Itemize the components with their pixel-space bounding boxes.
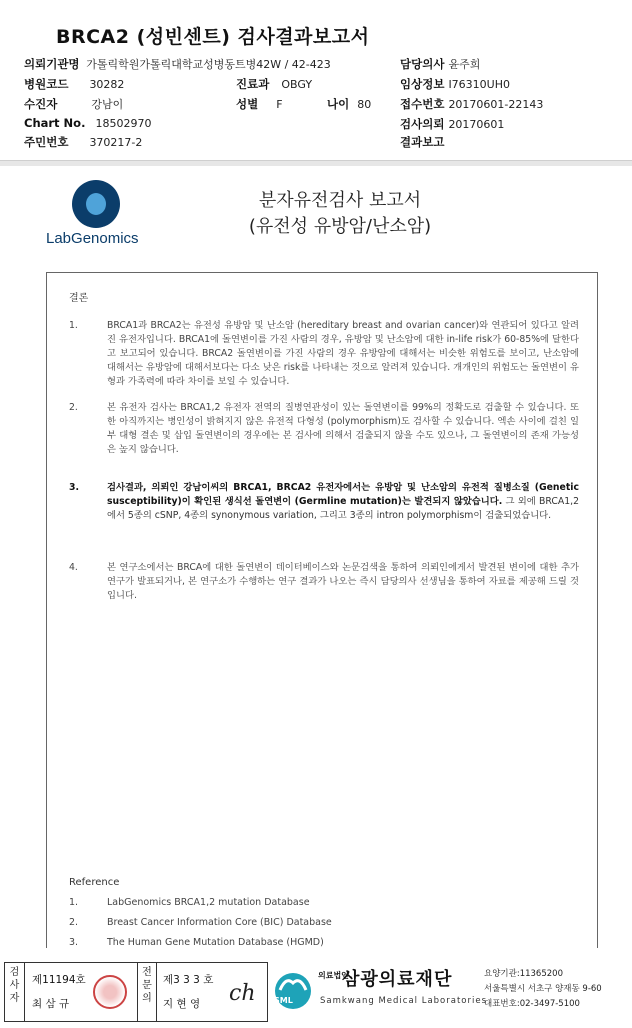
examiner-license-no: 제11194호: [32, 974, 86, 986]
patient-field: 수진자 강남이: [24, 97, 124, 111]
department-field: 진료과 OBGY: [236, 77, 313, 91]
conclusion-item: 2. 본 유전자 검사는 BRCA1,2 유전자 전역의 질병연관성이 있는 돌연변이를 99%의 정확도로 검출할 수 있습니다. 또한 아직까지는 병인성이 밝혀지지 않은 유전적 다형성 (polymorphism)도 검사할 수 있습니다. 엑손 사이에 걸친 일부 대형 결손 및 삽입 돌연변이의 경우에는 본 검사에 의해서 검출되지 않을 수도 있으나, 그 돌연변이의 존재 가능성은 높지 않습니다.: [69, 402, 579, 455]
conclusion-box: [46, 272, 598, 948]
conclusion-item: 4. 본 연구소에서는 BRCA에 대한 돌연변이 데이터베이스와 논문검색을 통하여 의뢰인에게서 발견된 변이에 대한 추가 연구가 발표되거나, 본 연구소가 수행하는 연구 결과가 나오는 즉시 담당의사 선생님을 통하여 자료를 제공해 드릴 것입니다.: [69, 562, 579, 601]
org-type: 의료법인: [318, 971, 349, 980]
request-date-field: 검사의뢰 20170601: [400, 117, 505, 131]
signature-box: [4, 962, 268, 1022]
org-address: 서울특별시 서초구 양재동 9-60: [484, 984, 602, 994]
scanned-report-page: [0, 166, 632, 948]
sex-field: 성별 F: [236, 97, 283, 111]
clinical-info-field: 임상정보 I76310UH0: [400, 77, 510, 91]
result-report-field: 결과보고: [400, 135, 445, 149]
report-footer: [0, 950, 632, 1028]
institution-field: 의뢰기관명 가톨릭학원가톨릭대학교성병동트병42W / 42-423: [24, 57, 331, 71]
receipt-no-field: 접수번호 20170601-22143: [400, 97, 544, 111]
conclusion-item-result: 3. 검사결과, 의뢰인 강남이씨의 BRCA1, BRCA2 유전자에서는 유방암 및 난소암의 유전적 질병소질 (Genetic susceptibility)이 확인된 생식선 돌연변이 (Germline mutation)는 발견되지 않았습니다. 그 외에 BRCA1,2에서 5종의 cSNP, 4종의 synonymous variation, 그리고 3종의 intron polymorphism이 검출되었습니다.: [69, 482, 579, 521]
hospital-code-field: 병원코드 30282: [24, 77, 125, 91]
reference-item: 3. The Human Gene Mutation Database (HGMD): [69, 937, 324, 948]
examiner-name: 최 삼 규: [32, 998, 70, 1010]
reference-item: 1. LabGenomics BRCA1,2 mutation Database: [69, 897, 310, 908]
reference-label: Reference: [69, 877, 120, 888]
org-code: 요양기관:11365200: [484, 969, 563, 979]
pathologist-name: 지 현 영: [163, 998, 201, 1010]
org-name: 삼광의료재단: [342, 969, 453, 990]
labgenomics-logo-icon: [72, 180, 120, 228]
chart-no-field: Chart No. 18502970: [24, 116, 152, 130]
conclusion-item: 1. BRCA1과 BRCA2는 유전성 유방암 및 난소암 (hereditary breast and ovarian cancer)와 연관되어 있다고 알려진 유전자입니다. BRCA1에 돌연변이를 가진 사람의 경우, 유방암 및 난소암에 대한 in-life risk가 60-85%에 달한다고 보고되어 있습니다. BRCA2 돌연변이를 가진 사람의 경우 유방암에 대해서는 비슷한 위험도를 보이고, 난소암에 대해서는 유방암에 대해서보다는 다소 낮은 risk를 나타내는 것으로 알려져 있습니다. 개개인의 위험도는 돌연변이 유형과 가족력에 따라 차이를 보일 수 있습니다.: [69, 320, 579, 387]
conclusion-label: 결론: [69, 293, 89, 304]
report-heading: 분자유전검사 보고서 (유전성 유방암/난소암): [248, 190, 432, 237]
report-title: BRCA2 (성빈센트) 검사결과보고서: [56, 26, 370, 48]
report-header: [0, 0, 632, 160]
rrn-field: 주민번호 370217-2: [24, 135, 143, 149]
pathologist-label: 전문의: [137, 963, 157, 1021]
age-field: 나이 80: [327, 97, 372, 111]
samkwang-org-block: [272, 962, 632, 1024]
seal-stamp-icon: [93, 975, 127, 1009]
reference-item: 2. Breast Cancer Information Core (BIC) Database: [69, 917, 332, 928]
org-phone: 대표번호:02-3497-5100: [484, 999, 580, 1009]
examiner-label: 검사자: [5, 963, 25, 1021]
sml-logo-text: SML: [274, 996, 293, 1005]
pathologist-license-no: 제3 3 3 호: [163, 974, 214, 986]
org-english-name: Samkwang Medical Laboratories: [320, 996, 488, 1006]
doctor-field: 담당의사 윤주희: [400, 57, 481, 71]
labgenomics-logo: LabGenomics: [46, 180, 151, 250]
signature-icon: ch: [229, 981, 256, 1006]
